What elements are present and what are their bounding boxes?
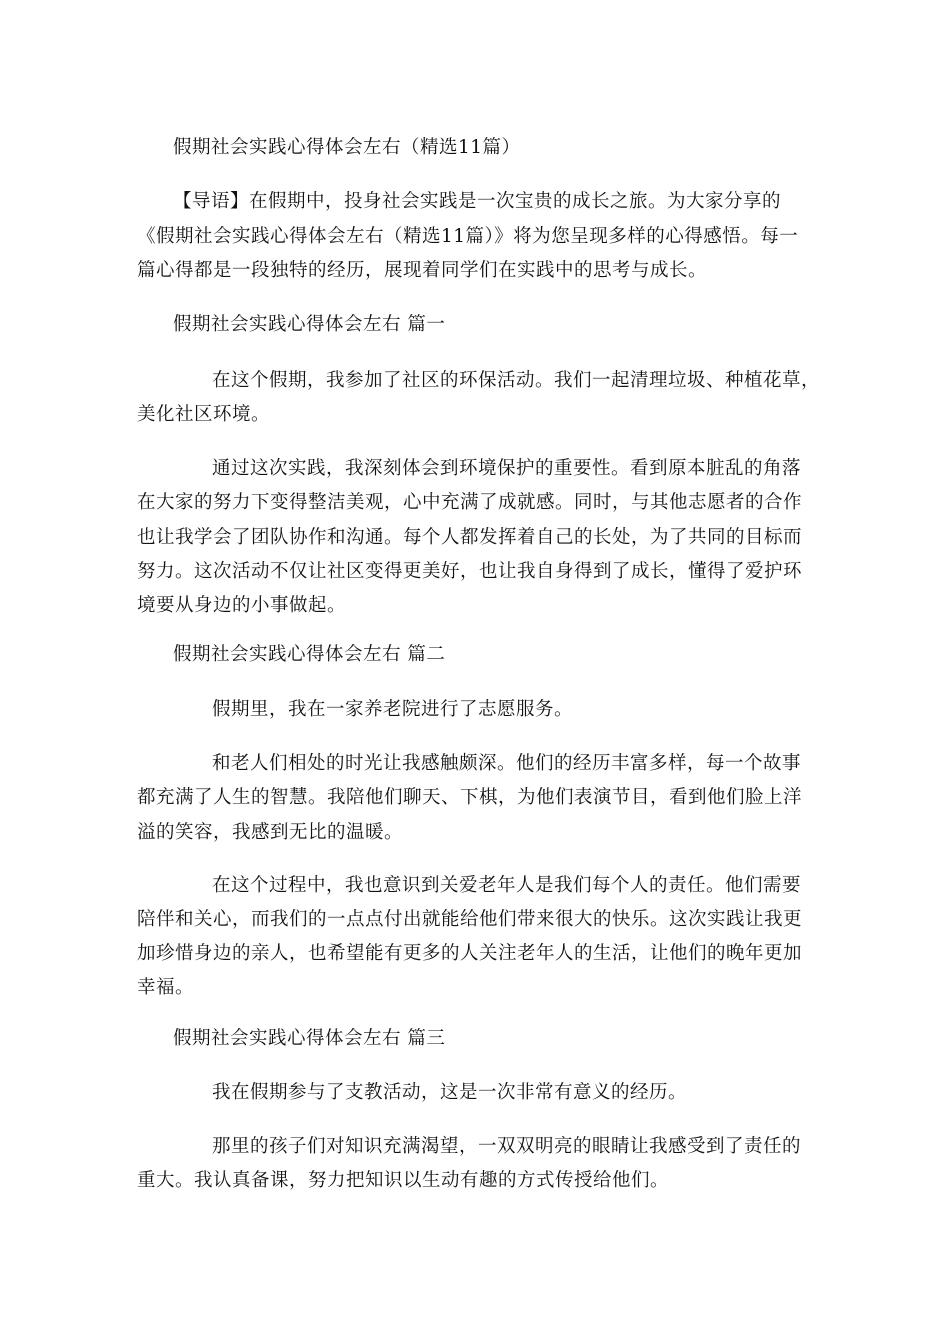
document-title: 假期社会实践心得体会左右（精选11篇） bbox=[173, 137, 521, 158]
paragraph-line: 重大。我认真备课，努力把知识以生动有趣的方式传授给他们。 bbox=[137, 1170, 670, 1191]
paragraph-line: 美化社区环境。 bbox=[137, 404, 271, 425]
paragraph-line: 陪伴和关心，而我们的一点点付出就能给他们带来很大的快乐。这次实践让我更 bbox=[137, 909, 803, 930]
paragraph-line: 假期里，我在一家养老院进行了志愿服务。 bbox=[212, 699, 574, 720]
paragraph-line: 溢的笑容，我感到无比的温暖。 bbox=[137, 822, 404, 843]
paragraph-line: 也让我学会了团队协作和沟通。每个人都发挥着自己的长处，为了共同的目标而 bbox=[137, 527, 803, 548]
paragraph-line: 在这个过程中，我也意识到关爱老年人是我们每个人的责任。他们需要 bbox=[212, 875, 802, 896]
intro-line: 【导语】在假期中，投身社会实践是一次宝贵的成长之旅。为大家分享的 bbox=[173, 191, 782, 212]
section-heading: 假期社会实践心得体会左右 篇二 bbox=[173, 644, 446, 665]
paragraph-line: 幸福。 bbox=[137, 977, 195, 998]
intro-line: 《假期社会实践心得体会左右（精选11篇）》将为您呈现多样的心得感悟。每一 bbox=[137, 226, 799, 247]
section-heading: 假期社会实践心得体会左右 篇一 bbox=[173, 314, 446, 335]
paragraph-line: 在大家的努力下变得整洁美观，心中充满了成就感。同时，与其他志愿者的合作 bbox=[137, 492, 803, 513]
paragraph-line: 在这个假期，我参加了社区的环保活动。我们一起清理垃圾、种植花草， bbox=[212, 370, 821, 391]
paragraph-line: 都充满了人生的智慧。我陪他们聊天、下棋，为他们表演节目，看到他们脸上洋 bbox=[137, 787, 803, 808]
paragraph-line: 我在假期参与了支教活动，这是一次非常有意义的经历。 bbox=[212, 1082, 688, 1103]
paragraph-line: 通过这次实践，我深刻体会到环境保护的重要性。看到原本脏乱的角落 bbox=[212, 458, 802, 479]
paragraph-line: 境要从身边的小事做起。 bbox=[137, 595, 347, 616]
paragraph-line: 努力。这次活动不仅让社区变得更美好，也让我自身得到了成长，懂得了爱护环 bbox=[137, 561, 803, 582]
intro-line: 篇心得都是一段独特的经历，展现着同学们在实践中的思考与成长。 bbox=[137, 260, 708, 281]
section-heading: 假期社会实践心得体会左右 篇三 bbox=[173, 1028, 446, 1049]
paragraph-line: 那里的孩子们对知识充满渴望，一双双明亮的眼睛让我感受到了责任的 bbox=[212, 1136, 802, 1157]
paragraph-line: 加珍惜身边的亲人，也希望能有更多的人关注老年人的生活，让他们的晚年更加 bbox=[137, 943, 803, 964]
paragraph-line: 和老人们相处的时光让我感触颇深。他们的经历丰富多样，每一个故事 bbox=[212, 753, 802, 774]
